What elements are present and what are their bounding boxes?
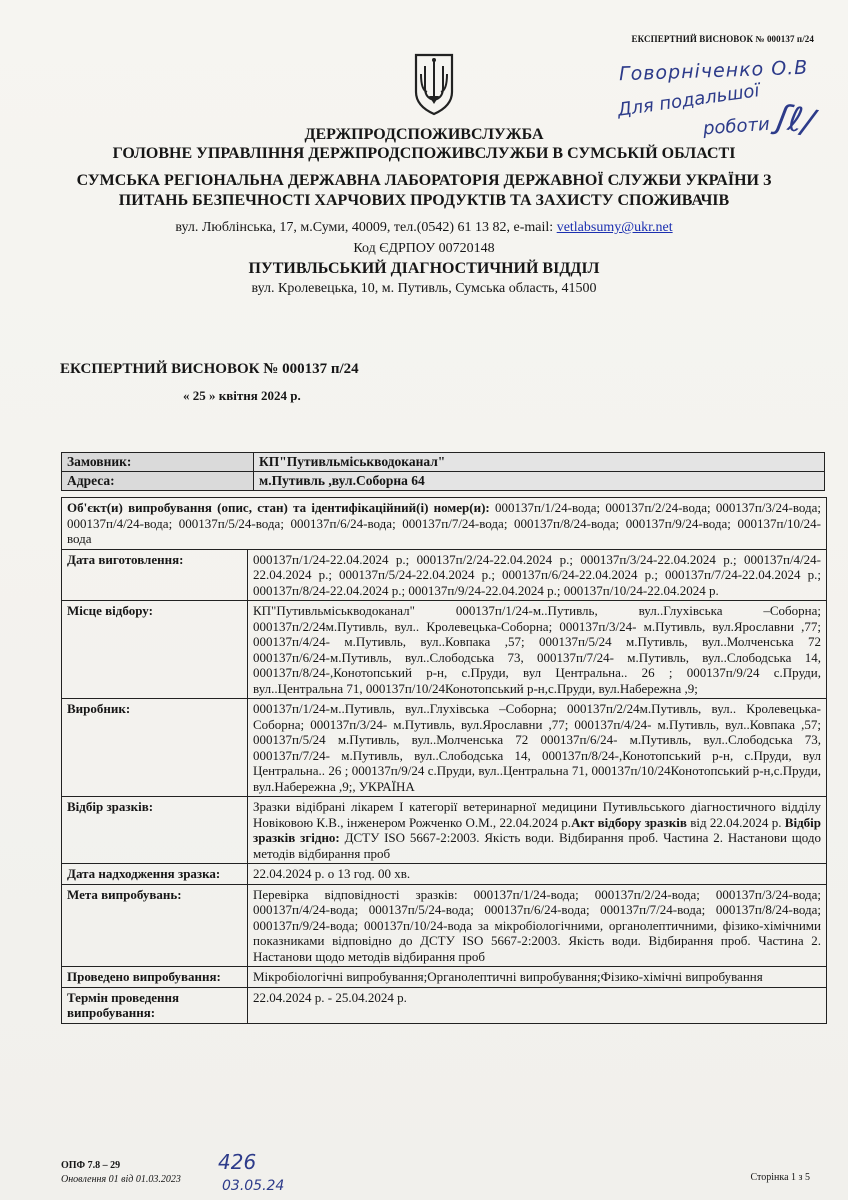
handwritten-number: 426 xyxy=(218,1150,257,1174)
row-value-tests-done: Мікробіологічні випробування;Органолептичні випробування;Фізико-хімічні випробування xyxy=(253,969,763,984)
customer-row xyxy=(62,453,825,472)
header-doc-ref: ЕКСПЕРТНИЙ ВИСНОВОК № 000137 п/24 xyxy=(631,34,814,44)
handwritten-name: Говорніченко О.В xyxy=(618,56,809,86)
objects-label: Об'єкт(и) випробування (опис, стан) та ідентифікаційний(і) номер(и): xyxy=(67,500,490,515)
row-value-arrival-date: 22.04.2024 р. о 13 год. 00 хв. xyxy=(253,866,411,881)
customer-value: КП"Путивльміськводоканал" xyxy=(254,453,825,472)
table-row xyxy=(62,863,826,884)
sampling-text-2: від 22.04.2024 р. xyxy=(686,814,785,830)
row-label-sampling: Відбір зразків: xyxy=(62,797,248,863)
edrpou-code: Код ЄДРПОУ 00720148 xyxy=(353,241,495,256)
row-value-sampling xyxy=(248,797,826,863)
address-row xyxy=(62,472,825,491)
handwritten-line-3: роботи xyxy=(702,113,771,140)
objects-row xyxy=(62,498,826,549)
org-department: ГОЛОВНЕ УПРАВЛІННЯ ДЕРЖПРОДСПОЖИВСЛУЖБИ В СУМСЬКІЙ ОБЛАСТІ xyxy=(112,145,736,162)
objects-value: 000137п/1/24-вода; 000137п/2/24-вода; 000137п/3/24-вода; 000137п/4/24-вода; 000137п/5/24-вода; 000137п/6/24-вода; 000137п/7/24-вода; 000137п/8/24-вода; 000137п/9/24-вода; 000137п/10/24-вода xyxy=(67,500,822,546)
customer-table xyxy=(61,452,825,491)
row-label-arrival-date: Дата надходження зразка: xyxy=(62,864,248,884)
row-value-purpose: Перевірка відповідності зразків: 000137п/1/24-вода; 000137п/2/24-вода; 000137п/3/24-вода; 000137п/4/24-вода; 000137п/5/24-вода; 000137п/6/24-вода; 000137п/7/24-вода; 000137п/8/24-вода; 000137п/9/24-вода; 000137п/10/24-вода за мікробіологічними, органолептичними, фізико-хімічними показниками відповідно до ДСТУ ISO 5667-2:2003. Якість води. Відбирання проб. Частина 2. Настанови щодо методів відбирання проб xyxy=(253,886,821,964)
dept-name: ПУТИВЛЬСЬКИЙ ДІАГНОСТИЧНИЙ ВІДДІЛ xyxy=(248,260,600,277)
table-row xyxy=(62,987,826,1023)
handwritten-signature: ʃℓ/ xyxy=(773,97,818,143)
address-label: Адреса: xyxy=(62,472,254,491)
row-value-producer: 000137п/1/24-м..Путивль, вул..Глухівська –Соборна; 000137п/2/24м.Путивль, вул.. Кролевецька-Соборна; 000137п/3/24- м.Путивль, вул.Ярославни ,77; 000137п/4/24- м.Путивль, вул..Ковпака ,57; 000137п/5/24 м.Путивль, вул..Молченська 72 000137п/6/24- м.Путивль, вул..Слободська 73, 000137п/7/24- м.Путивль, вул..Слободська 14, 000137п/8/24-,Конотопський р-н, с.Пруди, вул Центральна.. 26 ; 000137п/9/24 с.Пруди, вул..Центральна 71, 000137п/10/24Конотопський р-н,с.Пруди, вул.Набережна ,9;, УКРАЇНА xyxy=(253,701,821,794)
document-title: ЕКСПЕРТНИЙ ВИСНОВОК № 000137 п/24 xyxy=(60,361,359,377)
table-row xyxy=(62,698,826,796)
row-value-test-period: 22.04.2024 р. - 25.04.2024 р. xyxy=(253,989,407,1005)
row-value-manufacture-date: 000137п/1/24-22.04.2024 р.; 000137п/2/24-22.04.2024 р.; 000137п/3/24-22.04.2024 р.; 000137п/4/24-22.04.2024 р.; 000137п/5/24-22.04.2024 р.; 000137п/6/24-22.04.2024 р.; 000137п/7/24-22.04.2024 р.; 000137п/8/24-22.04.2024 р.; 000137п/9/24-22.04.2024 р.; 000137п/10/24-22.04.2024 р. xyxy=(253,551,821,598)
row-label-producer: Виробник: xyxy=(62,699,248,796)
customer-label: Замовник: xyxy=(62,453,254,472)
row-label-purpose: Мета випробувань: xyxy=(62,885,248,967)
sampling-act-label: Акт відбору зразків xyxy=(571,814,687,830)
table-row xyxy=(62,549,826,601)
sampling-per-label: Відбір зразків згідно: xyxy=(253,814,821,845)
org-name: ДЕРЖПРОДСПОЖИВСЛУЖБА xyxy=(304,126,544,143)
handwritten-date: 03.05.24 xyxy=(222,1178,285,1194)
row-label-test-period: Термін проведення випробування: xyxy=(62,988,248,1023)
coat-of-arms-icon xyxy=(413,52,455,116)
form-code: ОПФ 7.8 – 29 xyxy=(61,1160,121,1171)
details-table xyxy=(61,497,827,1024)
table-row xyxy=(62,966,826,987)
row-label-sampling-place: Місце відбору: xyxy=(62,601,248,698)
objects-cell xyxy=(62,498,826,549)
sampling-text-3: ДСТУ ISO 5667-2:2003. Якість води. Відбирання проб. Частина 2. Настанови щодо методів відбирання проб xyxy=(253,830,821,861)
row-label-tests-done: Проведено випробування: xyxy=(62,967,248,987)
lab-address-text: вул. Люблінська, 17, м.Суми, 40009, тел.(0542) 61 13 82, e-mail: xyxy=(175,220,557,235)
table-row xyxy=(62,600,826,698)
handwritten-line-2: Для подальшої xyxy=(616,80,761,121)
page-number: Сторінка 1 з 5 xyxy=(750,1172,810,1183)
form-revision: Оновлення 01 від 01.03.2023 xyxy=(61,1174,181,1185)
table-row xyxy=(62,796,826,863)
sampling-text-1: Зразки відібрані лікарем I категорії ветеринарної медицини Путивльського діагностичного відділу Новіковою К.В., інженером Рожченко О.М., 22.04.2024 р. xyxy=(253,799,821,830)
row-label-manufacture-date: Дата виготовлення: xyxy=(62,550,248,601)
lab-email-link[interactable]: vetlabsumy@ukr.net xyxy=(556,220,673,235)
row-value-sampling-place: КП"Путивльміськводоканал" 000137п/1/24-м..Путивль, вул..Глухівська –Соборна; 000137п/2/24м.Путивль, вул.. Кролевецька-Соборна; 000137п/3/24- м.Путивль, вул.Ярославни ,77; 000137п/4/24- м.Путивль, вул..Ковпака ,57; 000137п/5/24 м.Путивль, вул..Молченська 72 000137п/6/24-м.Путивль, вул..Слободська 73, 000137п/7/24- м.Путивль, вул..Слободська 14, 000137п/8/24-,Конотопський р-н, с.Пруди, вул Центральна.. 26 ; 000137п/9/24 с.Пруди, вул..Центральна 71, 000137п/10/24Конотопський р-н,с.Пруди, вул.Набережна ,9; xyxy=(253,603,821,696)
lab-address xyxy=(0,220,848,236)
address-value: м.Путивль ,вул.Соборна 64 xyxy=(254,472,825,491)
lab-name: СУМСЬКА РЕГІОНАЛЬНА ДЕРЖАВНА ЛАБОРАТОРІЯ ДЕРЖАВНОЇ СЛУЖБИ УКРАЇНИ З ПИТАНЬ БЕЗПЕЧНОСТІ ХАРЧОВИХ ПРОДУКТІВ ТА ЗАХИСТУ СПОЖИВАЧІВ xyxy=(76,172,772,209)
document-date: « 25 » квітня 2024 р. xyxy=(183,388,301,403)
dept-address: вул. Кролевецька, 10, м. Путивль, Сумська область, 41500 xyxy=(251,281,597,296)
table-row xyxy=(62,884,826,967)
